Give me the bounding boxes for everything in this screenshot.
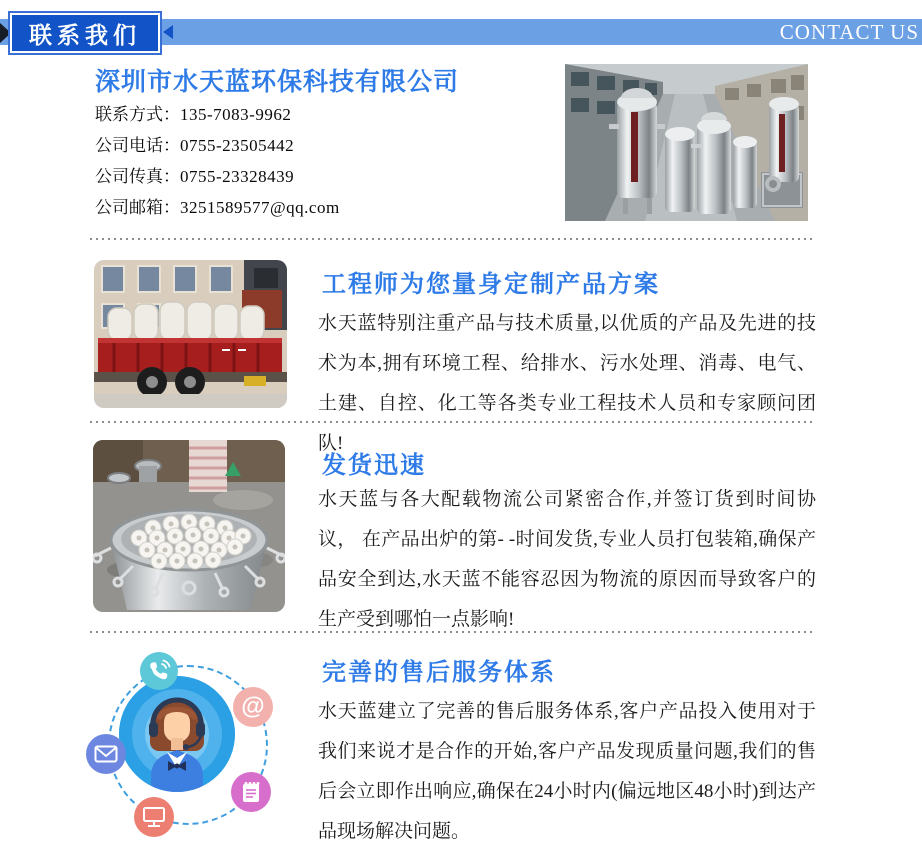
dotted-divider: [90, 238, 813, 240]
contact-row-email: [95, 192, 340, 223]
dotted-divider: [90, 421, 813, 423]
section-heading-custom-solutions: 工程师为您量身定制产品方案: [322, 272, 660, 298]
contact-row-phone: [95, 130, 340, 161]
section-body-custom-solutions: 水天蓝特别注重产品与技术质量,以优质的产品及先进的技术为本,拥有环境工程、给排水、污水处理、消毒、电气、土建、自控、化工等各类专业工程技术人员和专家顾问团队!: [318, 313, 816, 454]
section-heading-after-sales: 完善的售后服务体系: [322, 660, 556, 686]
contact-label: 公司电话：: [95, 136, 180, 155]
customer-service-illustration: [88, 641, 282, 843]
contact-list: [95, 99, 340, 223]
notepad-icon: [231, 772, 271, 812]
contact-value: 135-7083-9962: [180, 105, 292, 124]
truck-photo: [94, 260, 287, 408]
contact-value: 3251589577@qq.com: [180, 198, 340, 217]
equipment-photo: [565, 64, 808, 221]
section-body-fast-shipping: 水天蓝与各大配载物流公司紧密合作,并签订货到时间协议， 在产品出炉的第- -时间发货,专业人员打包装箱,确保产品安全到达,水天蓝不能容忍因为物流的原因而导致客户的生产受到哪怕一点影响!: [318, 489, 816, 630]
at-glyph: @: [241, 693, 265, 720]
envelope-icon: [86, 734, 126, 774]
company-name: 深圳市水天蓝环保科技有限公司: [95, 68, 460, 96]
contact-label: 公司传真：: [95, 167, 180, 186]
agent-avatar: [119, 676, 235, 792]
contact-value: 0755-23328439: [180, 167, 295, 186]
page-title-box: [10, 13, 160, 53]
monitor-icon: [134, 797, 174, 837]
filter-vessel-photo: [93, 440, 285, 612]
dotted-divider: [90, 631, 813, 633]
contact-label: 公司邮箱：: [95, 198, 180, 217]
section-heading-fast-shipping: 发货迅速: [322, 453, 426, 479]
section-body-after-sales: 水天蓝建立了完善的售后服务体系,客户产品投入使用对于我们来说才是合作的开始,客户产品发现质量问题,我们的售后会立即作出响应,确保在24小时内(偏远地区48小时)到达产品现场解决问题。: [318, 701, 816, 842]
at-icon: [233, 687, 273, 727]
phone-icon: [140, 652, 178, 690]
page-title-en: CONTACT US: [779, 20, 919, 44]
contact-row-mobile: [95, 99, 340, 130]
contact-label: 联系方式：: [95, 105, 180, 124]
page-title: 联系我们: [29, 22, 141, 48]
title-box-tail-icon: [163, 25, 173, 39]
contact-value: 0755-23505442: [180, 136, 295, 155]
contact-row-fax: [95, 161, 340, 192]
